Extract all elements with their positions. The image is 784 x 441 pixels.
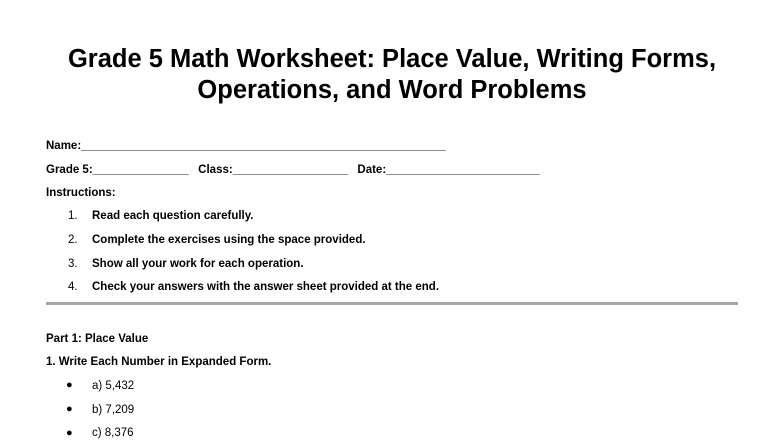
section-divider: [46, 302, 738, 305]
instruction-number: 3.: [68, 258, 78, 270]
instruction-number: 1.: [68, 210, 78, 222]
instruction-item: Complete the exercises using the space provided.: [92, 234, 366, 246]
bullet-icon: ●: [66, 379, 73, 391]
instruction-number: 4.: [68, 281, 78, 293]
list-item: a) 5,432: [92, 380, 135, 392]
title-line-2: Operations, and Word Problems: [197, 76, 587, 104]
title-line-1: Grade 5 Math Worksheet: Place Value, Writing Forms,: [67, 45, 717, 73]
list-item: b) 7,209: [92, 404, 135, 416]
name-field[interactable]: Name:_________________________________________________________: [46, 140, 446, 152]
list-item: c) 8,376: [92, 427, 134, 439]
bullet-icon: ●: [66, 427, 73, 439]
worksheet-title: [0, 44, 784, 106]
instruction-number: 2.: [68, 234, 78, 246]
instruction-item: Show all your work for each operation.: [92, 258, 304, 270]
bullet-icon: ●: [66, 403, 73, 415]
instructions-label: Instructions:: [46, 187, 116, 199]
grade-class-date-fields[interactable]: Grade 5:_______________ Class:__________________ Date:________________________: [46, 164, 540, 176]
instruction-item: Check your answers with the answer sheet provided at the end.: [92, 281, 440, 293]
instruction-item: Read each question carefully.: [92, 210, 254, 222]
question-1-prompt: 1. Write Each Number in Expanded Form.: [46, 356, 272, 368]
part-1-heading: Part 1: Place Value: [46, 333, 149, 345]
